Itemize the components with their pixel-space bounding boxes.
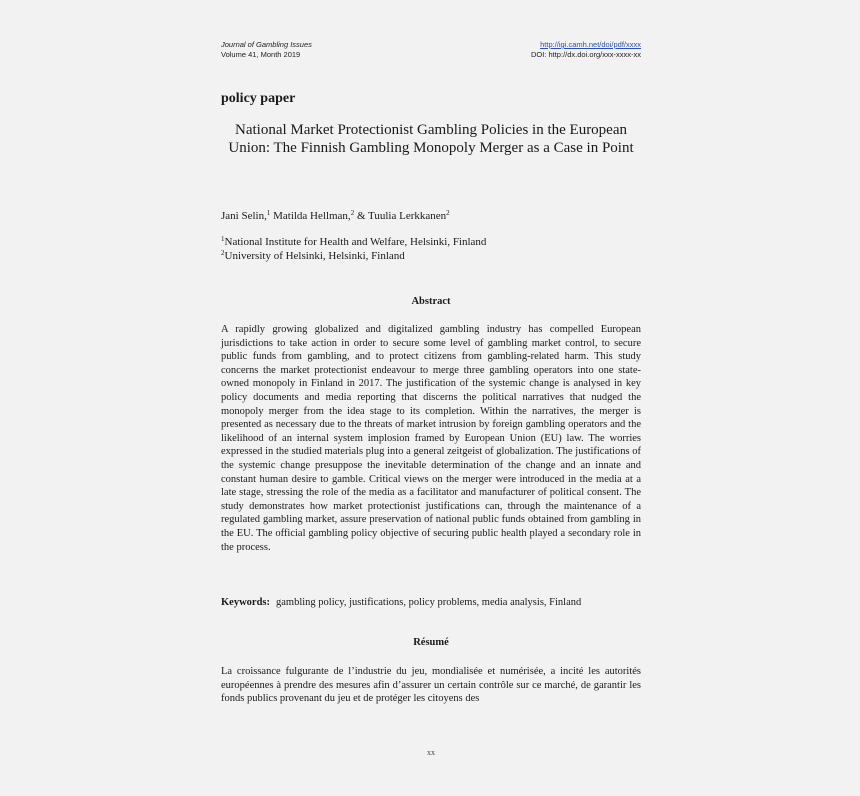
keywords-text: gambling policy, justifications, policy problems, media analysis, Finland — [276, 597, 582, 608]
affiliation-1-sup: 1 — [221, 235, 225, 243]
article-url-link[interactable]: http://igi.camh.net/doi/pdf/xxxx — [540, 40, 641, 49]
author-3-sup: 2 — [446, 209, 450, 217]
doi-text: DOI: http://dx.doi.org/xxx-xxxx-xx — [530, 50, 641, 59]
affiliation-2-sup: 2 — [221, 249, 225, 257]
keywords-label: Keywords: — [221, 597, 270, 608]
journal-volume: Volume 41, Month 2019 — [221, 50, 301, 59]
resume-body: La croissance fulgurante de l’industrie du jeu, mondialisée et numérisée, a incité les autorités européennes à prendre des mesures afin d’assurer un certain contrôle sur ce marché, de garantir les fonds publics provenant du jeu et de protéger les citoyens des — [221, 666, 641, 705]
author-3: & Tuulia Lerkkanen — [354, 210, 447, 222]
keywords — [221, 597, 641, 608]
page-number: xx — [427, 748, 435, 757]
author-1-sup: 1 — [266, 209, 271, 217]
author-2: Matilda Hellman, — [270, 210, 351, 222]
section-label: policy paper — [221, 91, 296, 106]
journal-header — [221, 40, 312, 60]
affiliations — [221, 235, 486, 263]
doi-header — [531, 40, 641, 60]
affiliation-2 — [221, 249, 486, 263]
resume-heading: Résumé — [413, 637, 449, 648]
paper-title: National Market Protectionist Gambling Policies in the European Union: The Finnish Gambling Monopoly Merger as a Case in Point — [228, 122, 634, 156]
author-list — [221, 210, 450, 222]
affiliation-2-text: University of Helsinki, Helsinki, Finland — [224, 250, 405, 262]
abstract-heading: Abstract — [411, 296, 451, 307]
affiliation-1-text: National Institute for Health and Welfare, Helsinki, Finland — [224, 236, 487, 248]
author-2-sup: 2 — [350, 209, 355, 217]
affiliation-1 — [221, 235, 486, 249]
journal-name: Journal of Gambling Issues — [221, 40, 312, 49]
author-1: Jani Selin, — [221, 210, 267, 222]
abstract-body: A rapidly growing globalized and digitalized gambling industry has compelled European jurisdictions to take action in order to secure some level of gambling market control, to secure public funds from gambling, and to protect citizens from gambling-related harm. This study concerns the market protectionist endeavour to merge three gambling operators into one state-owned monopoly in Finland in 2017. The justification of the systemic change is analysed in key policy documents and media reporting that discerns the political narratives that nudged the monopoly merger from the idea stage to its completion. Within the narratives, the merger is presented as necessary due to the threats of market intrusion by foreign gambling operators and the likelihood of an internal system implosion framed by European Union (EU) law. The worries expressed in the studied materials plug into a general zeitgeist of globalization. The justifications of the systemic change presuppose the inevitable determination of the change and an innate and constant human desire to gamble. Critical views on the merger were introduced in the media at a late stage, stressing the role of the media as a facilitator and manufacturer of political consent. The study demonstrates how market protectionist justifications can, through the maintenance of a regulated gambling market, assure preservation of national public funds obtained from gambling in the EU. The official gambling policy objective of securing public health played a secondary role in the process. — [221, 324, 641, 553]
